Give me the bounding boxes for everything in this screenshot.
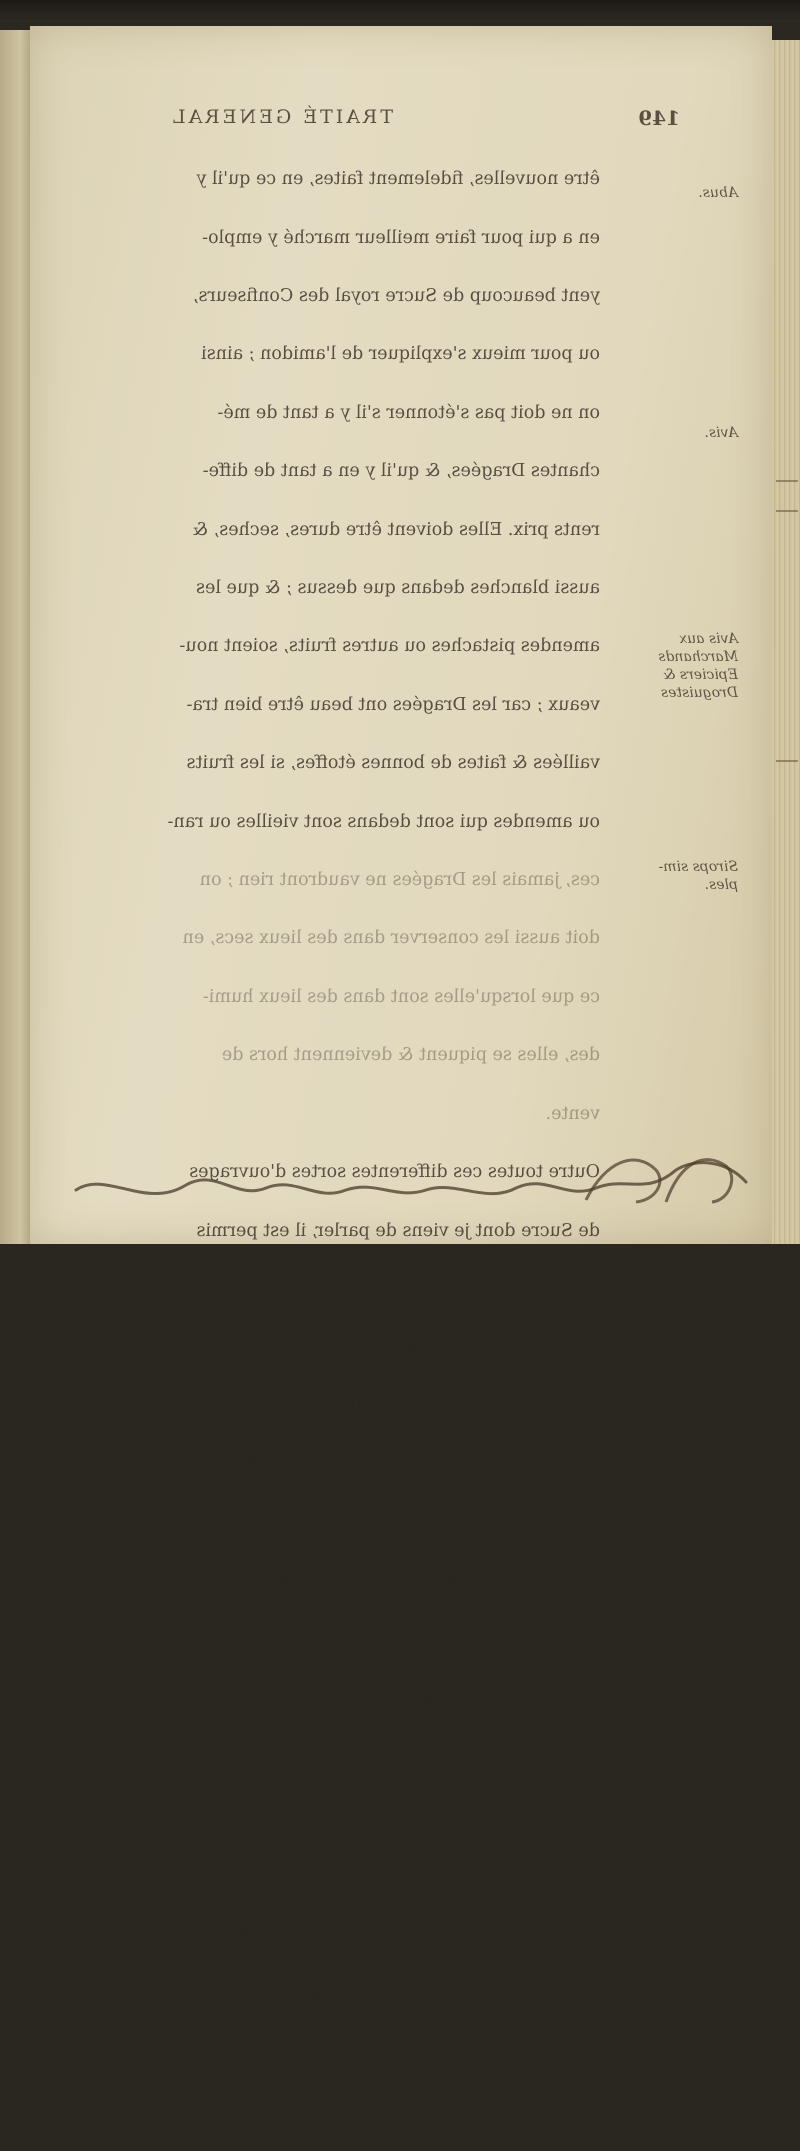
text-line: vinette, que les Apoticaires appellent ordinai- (194, 2038, 600, 2059)
text-line: ou amendes qui sont dedans sont vieilles ou ran- (167, 811, 600, 832)
text-line: mes, de cerise, de noix, de coing, d'épine (234, 1979, 600, 2000)
edge-mark (776, 760, 798, 762)
running-title: TRAITÉ GENERAL (170, 106, 393, 128)
text-line: toutes sortes de sirops simples de fleurs & de (194, 1862, 600, 1883)
page-number: 149 (638, 106, 680, 130)
text-line: veaux ; car les Dragées ont beau être bien tra- (186, 694, 600, 715)
edge-mark (776, 480, 798, 482)
text-line: yent beaucoup de Sucre royal des Confiseurs, (192, 286, 600, 307)
text-line: l'écorce d'orange, les noix de Roüen, le Co- (215, 1570, 600, 1591)
text-line: ou pour mieux s'expliquer de l'amidon ; ainsi (201, 344, 600, 365)
text-line: rents prix. Elles doivent être dures, seches, & (192, 519, 600, 540)
left-page-edge (0, 30, 34, 1244)
text-line: seurs de vendre toutes sortes de confitures seches (150, 1337, 600, 1358)
text-line: ce que lorsqu'elles sont dans des lieux humi- (202, 986, 600, 1007)
text-line: amendes pistaches ou autres fruits, soient nou- (179, 636, 600, 657)
text-line: être nouvelles, fidelement faites, en ce qu'il y (196, 169, 600, 190)
text-line: vaillées & faites de bonnes étoffes, si les fruits (186, 753, 600, 774)
text-line: fruits, comme pourroit être les sirops de pom- (190, 1921, 600, 1942)
margin-note-sirops: Sirops sim- ples. (658, 859, 738, 893)
text-line: dre en gros & en détail, & en qualité de Con- (199, 1687, 600, 1708)
text-line: me de Madere, l'écorce de citron de Tours, (217, 1512, 600, 1533)
text-line: aux Marchands Epiciers, comme étant Confi- (199, 1278, 600, 1299)
margin-note-abus: Abus. (698, 185, 738, 201)
text-line: rement du mot Latin Berberis, ou du mot Grec (186, 2096, 600, 2117)
text-line: aussi blanches dedans que dessus ; & que les (196, 578, 600, 599)
text-line: chantes Dragées, & qu'il y en a tant de diffe- (202, 461, 600, 482)
right-page-stack (770, 40, 800, 1244)
handwritten-flourish (66, 1130, 766, 1220)
text-line: Outre toutes ces differentes sortes d'ouvrages (189, 1162, 600, 1183)
page (30, 26, 772, 2117)
text-line: doit aussi les conserver dans des lieux secs, en (182, 928, 600, 949)
text-line: tes sortes de confitures seches & liquides, & aussi (152, 1804, 600, 1825)
text-line: tignac d'Orleans & autres lieux, & de les ven- (195, 1629, 600, 1650)
edge-mark (776, 510, 798, 512)
top-shadow (0, 0, 800, 22)
text-line: de Sucre dont je viens de parler, il est permis (196, 1220, 600, 1241)
text-line: & liquides, & de les travailler eux-mêmes, ou (199, 1395, 600, 1416)
text-line: fiseurs. Ils leur est encore permis de vendre tou- (167, 1746, 600, 1767)
text-line: en a qui pour faire meilleur marché y emplo- (202, 227, 600, 248)
text-line: de les faire venir des lieux où on les fait, com- (191, 1454, 600, 1475)
text-line: on ne doit pas s'étonner s'il y a tant de mé- (217, 402, 600, 423)
margin-note-avis: Avis. (704, 425, 738, 441)
bleed-through-text (30, 26, 772, 2117)
margin-note-avis-marchands: Avis aux Marchands Epiciers & Droguistes (658, 631, 738, 701)
text-line: des, elles se piquent & deviennent hors de (221, 1045, 600, 1066)
text-line: ces, jamais les Dragées ne vaudront rien ; on (199, 870, 600, 891)
text-line: vente. (545, 1103, 600, 1124)
